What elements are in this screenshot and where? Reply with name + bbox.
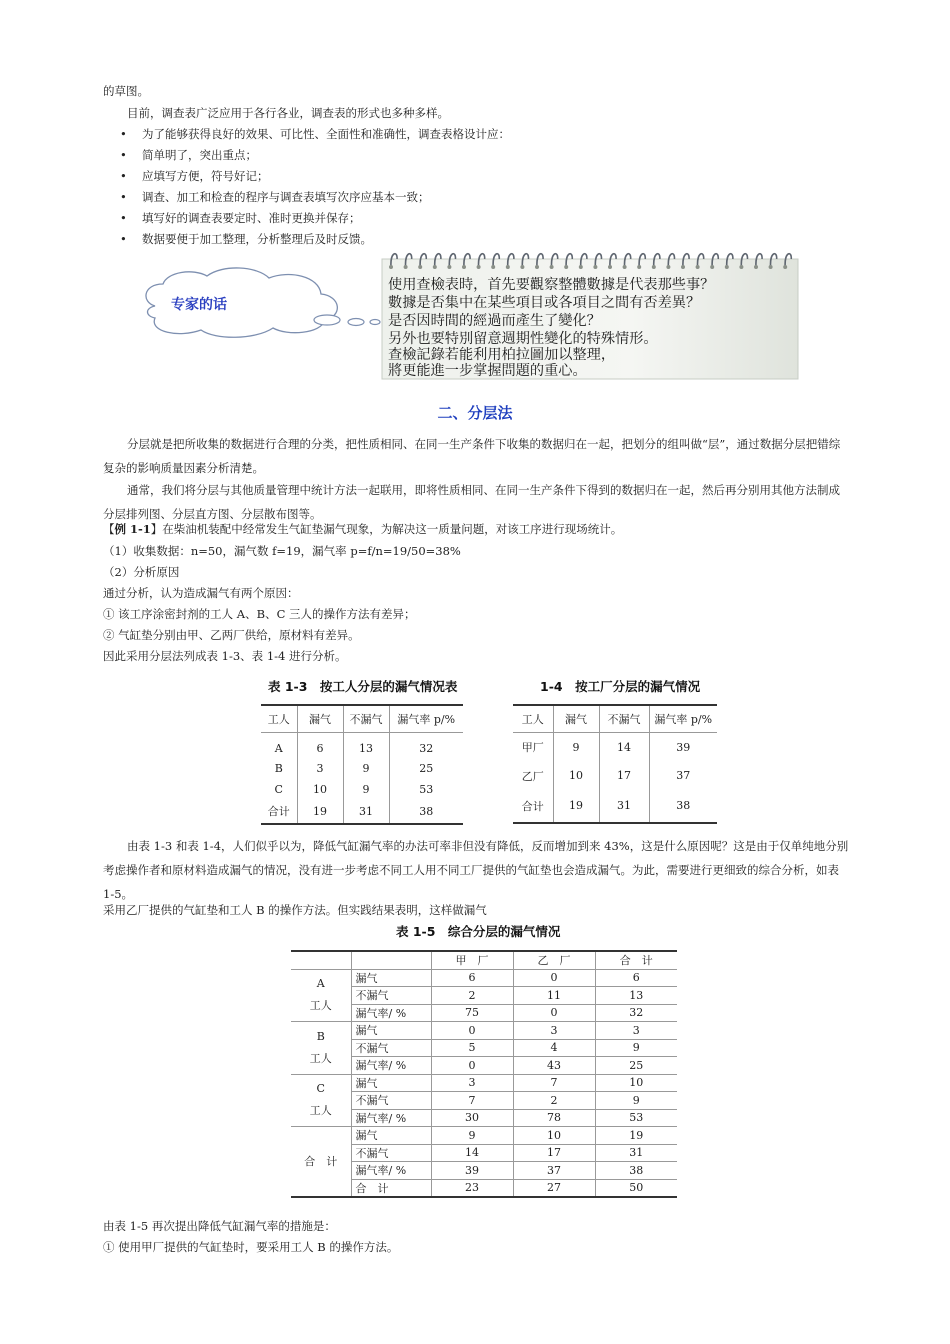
group-name: A bbox=[316, 977, 325, 991]
table-row: B 3 9 25 bbox=[261, 758, 463, 779]
table-header: 甲 厂 bbox=[431, 951, 513, 969]
table-header: 漏气率 p/% bbox=[389, 705, 463, 733]
table-header: 漏气 bbox=[553, 705, 599, 733]
spiral-hole bbox=[593, 265, 597, 269]
spiral-hole bbox=[462, 265, 466, 269]
table-header: 不漏气 bbox=[599, 705, 649, 733]
group-name: 合 计 bbox=[304, 1154, 338, 1168]
table-cell: 14 bbox=[431, 1144, 513, 1162]
bullet-icon: • bbox=[120, 169, 127, 183]
expert-notepad bbox=[380, 247, 802, 383]
table-caption: 1-4 按工厂分层的漏气情况 bbox=[540, 679, 701, 694]
table-cell: 0 bbox=[513, 969, 595, 987]
spiral-hole bbox=[550, 265, 554, 269]
list-item-text: 数据要便于加工整理，分析整理后及时反馈。 bbox=[142, 232, 372, 246]
spiral-hole bbox=[637, 265, 641, 269]
spiral-hole bbox=[696, 265, 700, 269]
paragraph: 分层就是把所收集的数据进行合理的分类，把性质相同、在同一生产条件下收集的数据归在一起，把划分的组叫做“层”，通过数据分层把错综复杂的影响质量因素分析清楚。 bbox=[103, 437, 841, 475]
group-label bbox=[291, 1074, 351, 1127]
spiral-hole bbox=[754, 265, 758, 269]
table-cell: 6 bbox=[595, 969, 677, 987]
table-cell: 75 bbox=[431, 1004, 513, 1022]
table-cell: 25 bbox=[595, 1057, 677, 1075]
row-label: 漏气率/ % bbox=[351, 1162, 431, 1180]
text-line: 由表 1-5 再次提出降低气缸漏气率的措施是： bbox=[103, 1219, 336, 1233]
text-line: 通过分析，认为造成漏气有两个原因： bbox=[103, 586, 299, 600]
table-cell: 30 bbox=[431, 1109, 513, 1127]
table-cell: 0 bbox=[431, 1022, 513, 1040]
bullet-icon: • bbox=[120, 148, 127, 162]
expert-label: 专家的话 bbox=[171, 297, 227, 313]
paragraph: 由表 1-3 和表 1-4，人们似乎以为，降低气缸漏气率的办法可率非但没有降低，反而增加到来 43%，这是什么原因呢？这是由于仅单纯地分别考虑操作者和原材料造成漏气的情况，没有进一步考虑不同工人用不同工厂提供的气缸垫也会造成漏气。为此，需要进行更细致的综合分析，如表 1-5。 bbox=[103, 839, 849, 901]
spiral-hole bbox=[564, 265, 568, 269]
table-cell: 0 bbox=[431, 1057, 513, 1075]
table-cell: 31 bbox=[595, 1144, 677, 1162]
table-cell: 7 bbox=[513, 1074, 595, 1092]
row-label: 漏气 bbox=[351, 969, 431, 987]
table-header: 乙 厂 bbox=[513, 951, 595, 969]
list-item bbox=[120, 210, 361, 226]
list-item bbox=[120, 189, 430, 205]
table-caption: 表 1-3 按工人分层的漏气情况表 bbox=[268, 679, 458, 694]
text-line: ① 使用甲厂提供的气缸垫时，要采用工人 B 的操作方法。 bbox=[103, 1240, 399, 1254]
table-1-5 bbox=[291, 950, 677, 1198]
spiral-hole bbox=[506, 265, 510, 269]
table-cell: 27 bbox=[513, 1179, 595, 1197]
spiral-hole bbox=[681, 265, 685, 269]
text-line: （1）收集数据：n=50，漏气数 f=19，漏气率 p=f/n=19/50=38% bbox=[103, 544, 461, 558]
table-header: 工人 bbox=[261, 705, 297, 733]
table-cell: 6 bbox=[431, 969, 513, 987]
table-header: 工人 bbox=[513, 705, 553, 733]
table-cell: 3 bbox=[431, 1074, 513, 1092]
group-label bbox=[291, 1127, 351, 1198]
table-cell: 4 bbox=[513, 1039, 595, 1057]
table-cell: 78 bbox=[513, 1109, 595, 1127]
spiral-hole bbox=[579, 265, 583, 269]
list-item bbox=[120, 168, 269, 184]
row-label: 不漏气 bbox=[351, 1039, 431, 1057]
table-cell: 37 bbox=[513, 1162, 595, 1180]
table-row bbox=[291, 1127, 677, 1145]
list-item-text: 简单明了，突出重点； bbox=[142, 148, 257, 162]
table-row bbox=[291, 1074, 677, 1092]
table-cell: 11 bbox=[513, 987, 595, 1005]
table-cell: 9 bbox=[595, 1092, 677, 1110]
table-cell: 2 bbox=[513, 1092, 595, 1110]
row-label: 不漏气 bbox=[351, 1092, 431, 1110]
text-line: 的草图。 bbox=[103, 84, 149, 98]
table-cell: 17 bbox=[513, 1144, 595, 1162]
note-line: 查檢記錄若能利用柏拉圖加以整理， bbox=[388, 347, 616, 363]
table-cell: 3 bbox=[595, 1022, 677, 1040]
table-row: 甲厂 9 14 39 bbox=[513, 733, 717, 762]
table-caption: 表 1-5 综合分层的漏气情况 bbox=[396, 924, 561, 939]
table-header: 不漏气 bbox=[343, 705, 389, 733]
spiral-hole bbox=[769, 265, 773, 269]
table-header: 漏气 bbox=[297, 705, 343, 733]
bullet-icon: • bbox=[120, 127, 127, 141]
table-corner bbox=[291, 951, 351, 969]
table-cell: 5 bbox=[431, 1039, 513, 1057]
group-name-sub: 工人 bbox=[309, 1104, 332, 1118]
text-line: ① 该工序涂密封剂的工人 A、B、C 三人的操作方法有差异； bbox=[103, 607, 416, 621]
table-cell: 38 bbox=[595, 1162, 677, 1180]
table-cell: 13 bbox=[595, 987, 677, 1005]
group-label bbox=[291, 1022, 351, 1075]
note-line: 數據是否集中在某些項目或各項目之間有否差異？ bbox=[388, 295, 701, 311]
spiral-hole bbox=[608, 265, 612, 269]
bullet-icon: • bbox=[120, 232, 127, 246]
table-corner bbox=[351, 951, 431, 969]
spiral-hole bbox=[535, 265, 539, 269]
table-row: A 6 13 32 bbox=[261, 733, 463, 758]
table-cell: 32 bbox=[595, 1004, 677, 1022]
spiral-hole bbox=[433, 265, 437, 269]
table-cell: 19 bbox=[595, 1127, 677, 1145]
table-cell: 2 bbox=[431, 987, 513, 1005]
note-line: 另外也要特別留意週期性變化的特殊情形。 bbox=[388, 331, 658, 347]
text-line: 采用乙厂提供的气缸垫和工人 B 的操作方法。但实践结果表明，这样做漏气 bbox=[103, 903, 487, 917]
table-cell: 50 bbox=[595, 1179, 677, 1197]
spiral-hole bbox=[491, 265, 495, 269]
table-cell: 10 bbox=[513, 1127, 595, 1145]
row-label: 漏气 bbox=[351, 1127, 431, 1145]
example-tag: 例 1-1 bbox=[114, 522, 151, 536]
spiral-hole bbox=[739, 265, 743, 269]
group-name-sub: 工人 bbox=[309, 999, 332, 1013]
table-row: 合计 19 31 38 bbox=[513, 790, 717, 823]
group-label bbox=[291, 969, 351, 1022]
row-label: 漏气率/ % bbox=[351, 1004, 431, 1022]
spiral-hole bbox=[710, 265, 714, 269]
row-label: 不漏气 bbox=[351, 987, 431, 1005]
row-label: 漏气率/ % bbox=[351, 1057, 431, 1075]
list-item-text: 填写好的调查表要定时、准时更换并保存； bbox=[142, 211, 361, 225]
example-heading: 【例 1-1】在柴油机装配中经常发生气缸垫漏气现象，为解决这一质量问题，对该工序进行现场统计。 bbox=[103, 522, 623, 536]
table-1-4 bbox=[513, 704, 717, 824]
spiral-hole bbox=[404, 265, 408, 269]
list-item bbox=[120, 231, 372, 247]
spiral-hole bbox=[623, 265, 627, 269]
list-item-text: 调查、加工和检查的程序与调查表填写次序应基本一致； bbox=[142, 190, 430, 204]
row-label: 合 计 bbox=[351, 1179, 431, 1197]
group-name-sub: 工人 bbox=[309, 1051, 332, 1065]
table-cell: 10 bbox=[595, 1074, 677, 1092]
text-line: 目前，调查表广泛应用于各行各业，调查表的形式也多种多样。 bbox=[127, 106, 449, 120]
section-title: 二、分层法 bbox=[437, 404, 513, 422]
bullet-icon: • bbox=[120, 190, 127, 204]
table-header: 漏气率 p/% bbox=[649, 705, 717, 733]
note-line: 是否因時間的經過而產生了變化？ bbox=[388, 313, 601, 329]
row-label: 不漏气 bbox=[351, 1144, 431, 1162]
group-name: C bbox=[316, 1082, 325, 1096]
spiral-hole bbox=[725, 265, 729, 269]
table-header-row bbox=[291, 951, 677, 969]
table-cell: 39 bbox=[431, 1162, 513, 1180]
row-label: 漏气 bbox=[351, 1022, 431, 1040]
text-line: ② 气缸垫分别由甲、乙两厂供给，原材料有差异。 bbox=[103, 628, 360, 642]
spiral-hole bbox=[477, 265, 481, 269]
spiral-hole bbox=[418, 265, 422, 269]
spiral-hole bbox=[783, 265, 787, 269]
expert-cloud bbox=[135, 262, 395, 342]
text-line: （2）分析原因 bbox=[103, 565, 180, 579]
table-cell: 0 bbox=[513, 1004, 595, 1022]
row-label: 漏气率/ % bbox=[351, 1109, 431, 1127]
list-item-text: 为了能够获得良好的效果、可比性、全面性和准确性，调查表格设计应： bbox=[142, 127, 510, 141]
list-item bbox=[120, 126, 510, 142]
table-header: 合 计 bbox=[595, 951, 677, 969]
table-cell: 7 bbox=[431, 1092, 513, 1110]
table-cell: 23 bbox=[431, 1179, 513, 1197]
table-cell: 53 bbox=[595, 1109, 677, 1127]
spiral-hole bbox=[447, 265, 451, 269]
table-cell: 43 bbox=[513, 1057, 595, 1075]
spiral-hole bbox=[389, 265, 393, 269]
list-item bbox=[120, 147, 257, 163]
table-cell: 3 bbox=[513, 1022, 595, 1040]
table-row bbox=[291, 969, 677, 987]
bullet-icon: • bbox=[120, 211, 127, 225]
table-cell: 9 bbox=[431, 1127, 513, 1145]
table-row: C 10 9 53 bbox=[261, 779, 463, 800]
text-line: 因此采用分层法列成表 1-3、表 1-4 进行分析。 bbox=[103, 649, 347, 663]
table-1-3 bbox=[261, 704, 463, 825]
note-line: 使用查檢表時，首先要觀察整體數據是代表那些事？ bbox=[388, 277, 715, 293]
spiral-hole bbox=[520, 265, 524, 269]
note-line: 將更能進一步掌握問題的重心。 bbox=[388, 363, 587, 379]
table-cell: 9 bbox=[595, 1039, 677, 1057]
table-row bbox=[291, 1022, 677, 1040]
table-row: 合计 19 31 38 bbox=[261, 800, 463, 824]
spiral-hole bbox=[652, 265, 656, 269]
row-label: 漏气 bbox=[351, 1074, 431, 1092]
table-row: 乙厂 10 17 37 bbox=[513, 762, 717, 790]
list-item-text: 应填写方便，符号好记； bbox=[142, 169, 269, 183]
paragraph: 通常，我们将分层与其他质量管理中统计方法一起联用，即将性质相同、在同一生产条件下得到的数据归在一起，然后再分别用其他方法制成分层排列图、分层直方图、分层散布图等。 bbox=[103, 483, 840, 521]
group-name: B bbox=[316, 1029, 325, 1043]
spiral-hole bbox=[666, 265, 670, 269]
